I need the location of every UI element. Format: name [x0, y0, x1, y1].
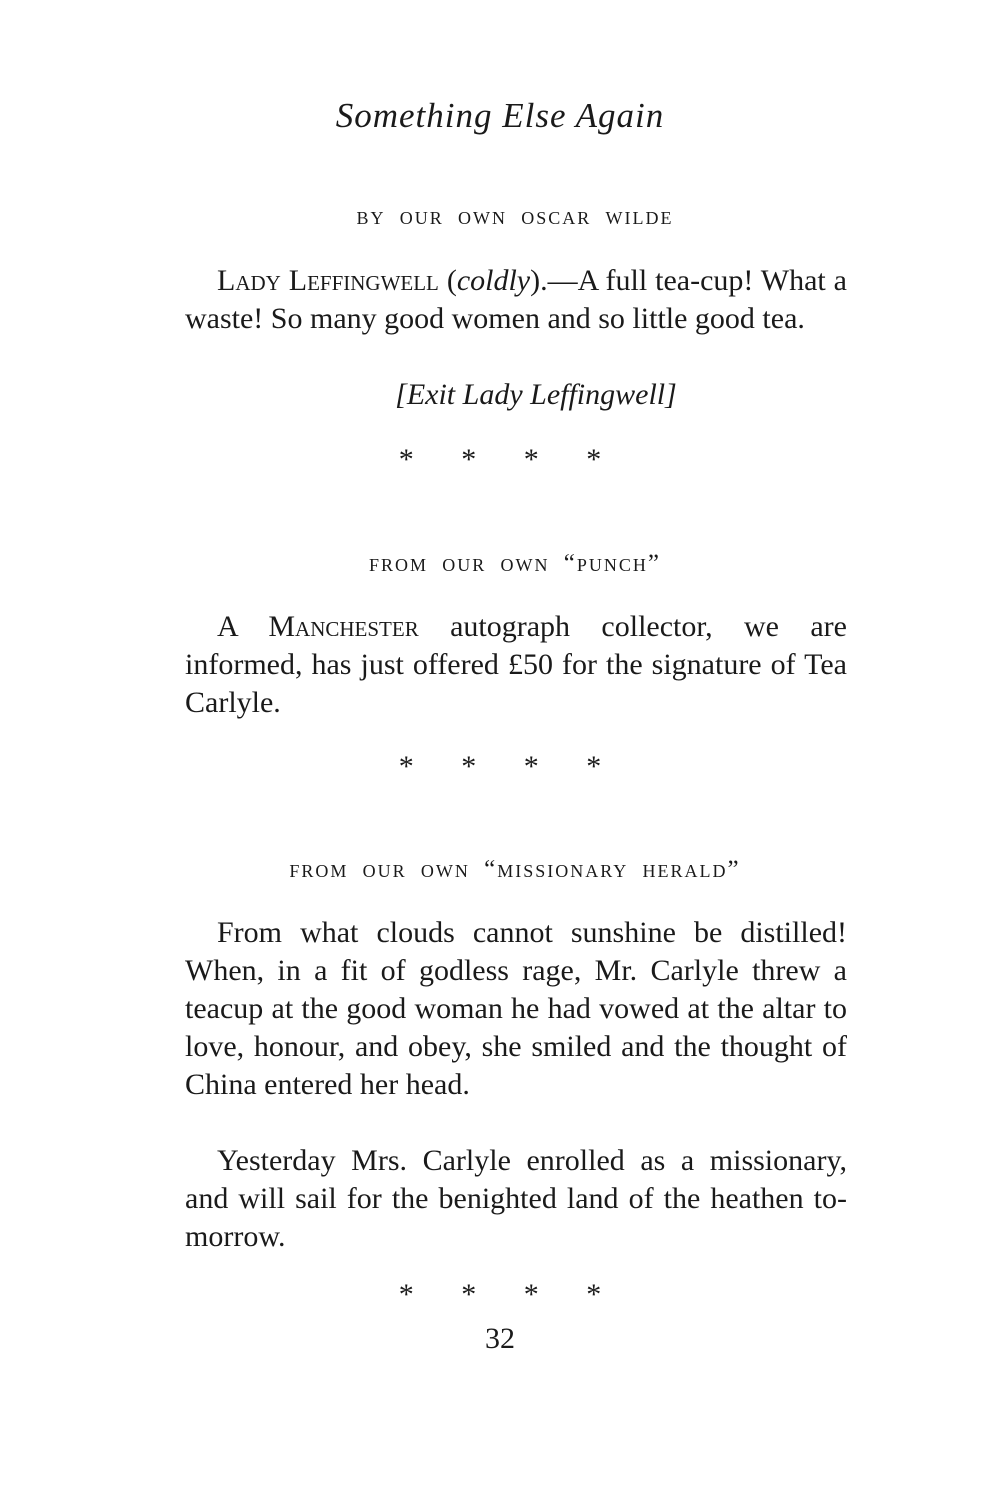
dialogue-paragraph	[185, 262, 847, 338]
section-divider-stars: * * * *	[398, 443, 602, 476]
herald-paragraph-2: Yesterday Mrs. Carlyle enrolled as a missionary, and will sail for the benighted land of the heathen to-morrow.	[185, 1144, 847, 1253]
section-heading-missionary-herald: from our own “missionary herald”	[289, 856, 741, 883]
dialogue-text: —A full tea-cup! What a waste! So many good women and so little good tea.	[185, 264, 847, 335]
speaker-name: Lady Leffingwell	[217, 264, 439, 297]
section-heading-oscar-wilde: by our own oscar wilde	[356, 203, 674, 230]
lead-small-caps: Manchester	[268, 610, 419, 643]
section-heading-punch: from our own “punch”	[369, 550, 661, 577]
section-divider-stars: * * * *	[398, 750, 602, 783]
paragraph-body: autograph collector, we are informed, has just offered £50 for the signature of Tea Carlyle.	[185, 610, 847, 719]
punch-paragraph	[185, 608, 847, 722]
exit-direction: [Exit Lady Leffingwell]	[395, 378, 677, 411]
stage-direction: coldly	[456, 264, 531, 297]
page-number: 32	[485, 1322, 515, 1355]
direction-close: ).	[530, 264, 548, 297]
running-head: Something Else Again	[335, 96, 665, 135]
lead-word: A	[217, 610, 269, 643]
direction-open: (	[438, 264, 457, 297]
section-divider-stars: * * * *	[398, 1278, 602, 1311]
herald-paragraph-1: From what clouds cannot sunshine be distilled! When, in a fit of godless rage, Mr. Carlyle threw a teacup at the good woman he had vowed at the altar to love, honour, and obey, she smiled and the thought of China entered her head.	[185, 916, 847, 1101]
